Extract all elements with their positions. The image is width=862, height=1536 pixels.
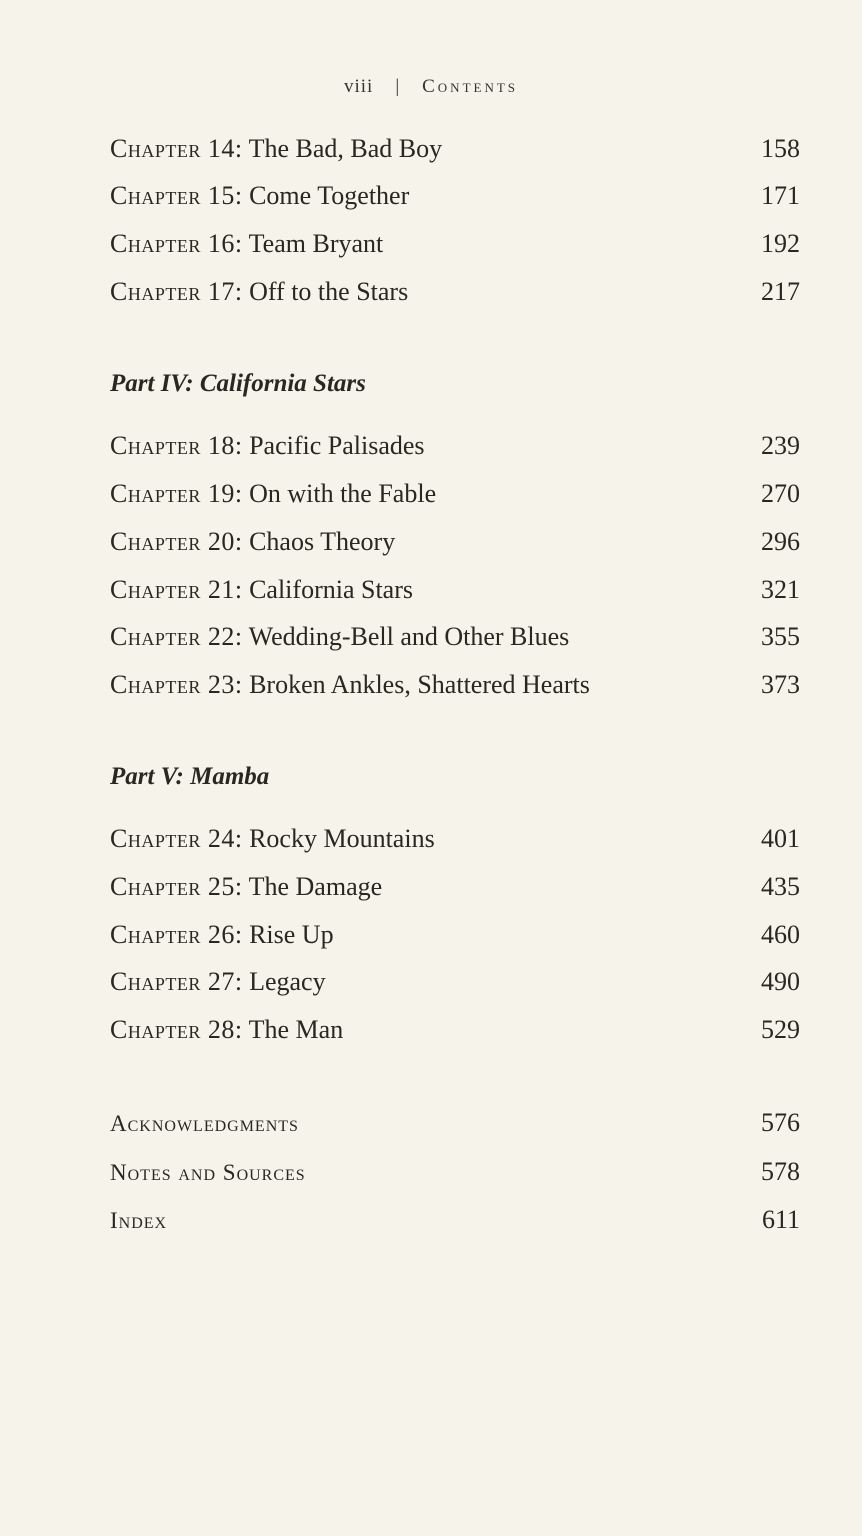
chapter-number: Chapter 17: [110, 277, 243, 306]
chapter-title: Come Together [249, 181, 410, 210]
page-ref: 401 [761, 824, 800, 853]
part-heading: Part IV: California Stars [110, 370, 366, 397]
page-ref: 171 [761, 181, 800, 210]
toc-entry [110, 575, 800, 609]
chapter-title: On with the Fable [249, 479, 437, 508]
page-ref: 239 [761, 431, 800, 460]
page-ref: 373 [761, 670, 800, 699]
chapter-number: Chapter 18: [110, 431, 243, 460]
page-ref: 296 [761, 527, 800, 556]
chapter-title: Rocky Mountains [249, 824, 435, 853]
chapter-title: The Bad, Bad Boy [248, 134, 443, 163]
toc-entry [110, 622, 800, 656]
page-ref: 270 [761, 479, 800, 508]
chapter-title: Chaos Theory [249, 527, 396, 556]
chapter-title: California Stars [249, 575, 413, 604]
toc-entry [110, 229, 800, 263]
chapter-title: Legacy [249, 967, 326, 996]
page-ref: 611 [761, 1205, 800, 1234]
page-number: viii [343, 76, 374, 97]
page-ref: 490 [761, 967, 800, 996]
page-ref: 578 [761, 1157, 800, 1186]
header-title: Contents [422, 76, 519, 97]
toc-entry [110, 527, 800, 561]
chapter-number: Chapter 24: [110, 824, 243, 853]
toc-entry [110, 1015, 800, 1049]
chapter-number: Chapter 27: [110, 967, 243, 996]
page-ref: 321 [761, 575, 800, 604]
toc-entry [110, 872, 800, 906]
running-header [0, 76, 862, 98]
chapter-number: Chapter 14: [110, 134, 243, 163]
part-heading: Part V: Mamba [110, 763, 270, 790]
chapter-number: Chapter 22: [110, 622, 243, 651]
toc-entry [110, 431, 800, 465]
chapter-number: Chapter 16: [110, 229, 243, 258]
toc-entry [110, 181, 800, 215]
page-ref: 192 [761, 229, 800, 258]
chapter-number: Chapter 25: [110, 872, 243, 901]
toc-entry [110, 824, 800, 858]
chapter-title: Pacific Palisades [249, 431, 425, 460]
toc-entry-back-matter [110, 1157, 800, 1191]
toc-entry [110, 920, 800, 954]
toc-entry [110, 134, 800, 168]
toc-entry [110, 479, 800, 513]
page-ref: 529 [761, 1015, 800, 1044]
page-ref: 355 [761, 622, 800, 651]
page-ref: 217 [761, 277, 800, 306]
chapter-number: Chapter 19: [110, 479, 243, 508]
chapter-title: The Man [248, 1015, 344, 1044]
chapter-number: Chapter 23: [110, 670, 243, 699]
entry-title: Index [110, 1208, 168, 1233]
entry-title: Acknowledgments [110, 1111, 299, 1136]
chapter-number: Chapter 26: [110, 920, 243, 949]
header-separator: | [395, 76, 401, 97]
chapter-title: Rise Up [249, 920, 334, 949]
toc-entry-back-matter [110, 1108, 800, 1142]
entry-title: Notes and Sources [110, 1160, 306, 1185]
page-ref: 460 [761, 920, 800, 949]
page-ref: 435 [761, 872, 800, 901]
page-ref: 158 [761, 134, 800, 163]
chapter-number: Chapter 20: [110, 527, 243, 556]
chapter-title: Off to the Stars [249, 277, 409, 306]
toc-entry [110, 670, 800, 704]
chapter-title: Broken Ankles, Shattered Hearts [249, 670, 590, 699]
toc-entry [110, 967, 800, 1001]
chapter-number: Chapter 28: [110, 1015, 243, 1044]
chapter-title: Team Bryant [248, 229, 384, 258]
page-ref: 576 [761, 1108, 800, 1137]
chapter-title: Wedding-Bell and Other Blues [248, 622, 570, 651]
toc-entry [110, 277, 800, 311]
toc-entry-back-matter [110, 1205, 800, 1239]
chapter-number: Chapter 15: [110, 181, 243, 210]
chapter-number: Chapter 21: [110, 575, 243, 604]
chapter-title: The Damage [248, 872, 383, 901]
